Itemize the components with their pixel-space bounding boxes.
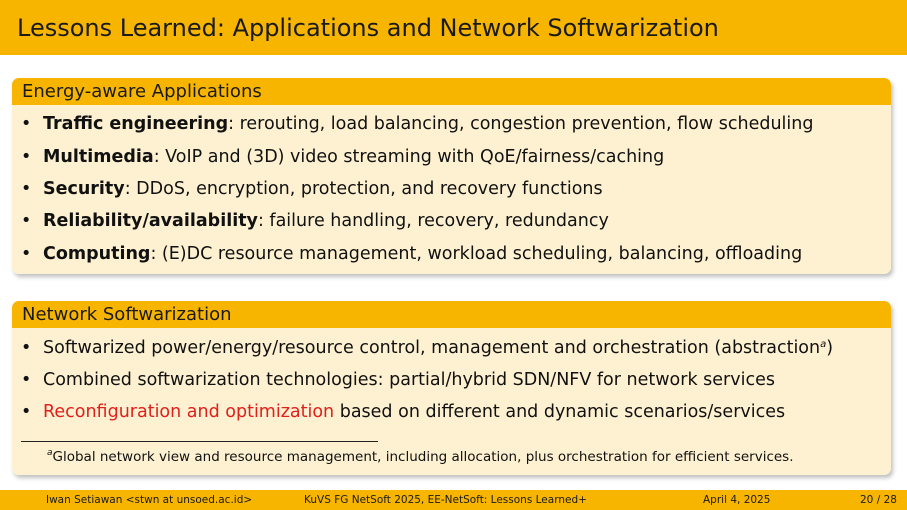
list-item bbox=[21, 244, 803, 264]
item-text: : rerouting, load balancing, congestion prevention, flow scheduling bbox=[228, 114, 814, 134]
footnote bbox=[47, 448, 794, 465]
footnote-text: Global network view and resource management, including allocation, plus orchestration for efficient services. bbox=[52, 449, 794, 465]
energy-aware-applications-block bbox=[12, 78, 891, 274]
list-item bbox=[21, 370, 775, 390]
item-text: Softwarized power/energy/resource control, management and orchestration (abstraction bbox=[43, 338, 821, 358]
item-term: Reliability/availability bbox=[43, 211, 258, 231]
block-header bbox=[12, 78, 891, 105]
list-item bbox=[21, 114, 814, 134]
item-text: : DDoS, encryption, protection, and recovery functions bbox=[124, 179, 603, 199]
list-item bbox=[21, 179, 603, 199]
block-body bbox=[12, 328, 891, 475]
block-header bbox=[12, 301, 891, 328]
footer-date: April 4, 2025 bbox=[703, 494, 771, 506]
bullet-icon: • bbox=[21, 179, 32, 199]
bullet-icon: • bbox=[21, 211, 32, 231]
footnote-mark: a bbox=[820, 339, 827, 350]
list-item bbox=[21, 338, 834, 358]
footnote-mark: a bbox=[47, 448, 53, 458]
item-term: Multimedia bbox=[43, 147, 154, 167]
item-close: ) bbox=[826, 338, 834, 358]
list-item bbox=[21, 211, 609, 231]
highlight-text: Reconfiguration and optimization bbox=[43, 402, 335, 422]
slide-title-bar bbox=[0, 0, 907, 55]
bullet-icon: • bbox=[21, 370, 32, 390]
network-softwarization-block bbox=[12, 301, 891, 475]
item-term: Security bbox=[43, 179, 125, 199]
item-text: Combined softwarization technologies: partial/hybrid SDN/NFV for network services bbox=[43, 370, 775, 390]
block-heading: Energy-aware Applications bbox=[22, 81, 262, 102]
footer-talk-title: KuVS FG NetSoft 2025, EE-NetSoft: Lessons Learned+ bbox=[304, 494, 587, 506]
block-heading: Network Softwarization bbox=[22, 304, 232, 325]
bullet-icon: • bbox=[21, 244, 32, 264]
footer-page-number: 20 / 28 bbox=[860, 494, 897, 506]
slide-title: Lessons Learned: Applications and Network Softwarization bbox=[17, 14, 719, 42]
footer-author: Iwan Setiawan <stwn at unsoed.ac.id> bbox=[46, 494, 253, 506]
item-text: : failure handling, recovery, redundancy bbox=[257, 211, 609, 231]
bullet-icon: • bbox=[21, 338, 32, 358]
slide-footer bbox=[0, 490, 907, 510]
item-text: : (E)DC resource management, workload scheduling, balancing, offloading bbox=[150, 244, 803, 264]
block-body bbox=[12, 105, 891, 274]
item-term: Computing bbox=[43, 244, 151, 264]
bullet-icon: • bbox=[21, 114, 32, 134]
bullet-icon: • bbox=[21, 147, 32, 167]
list-item bbox=[21, 147, 665, 167]
item-text: based on different and dynamic scenarios/services bbox=[334, 402, 786, 422]
bullet-icon: • bbox=[21, 402, 32, 422]
item-text: : VoIP and (3D) video streaming with QoE/fairness/caching bbox=[153, 147, 665, 167]
list-item bbox=[21, 402, 786, 422]
footnote-rule bbox=[21, 441, 378, 442]
item-term: Traffic engineering bbox=[43, 114, 229, 134]
